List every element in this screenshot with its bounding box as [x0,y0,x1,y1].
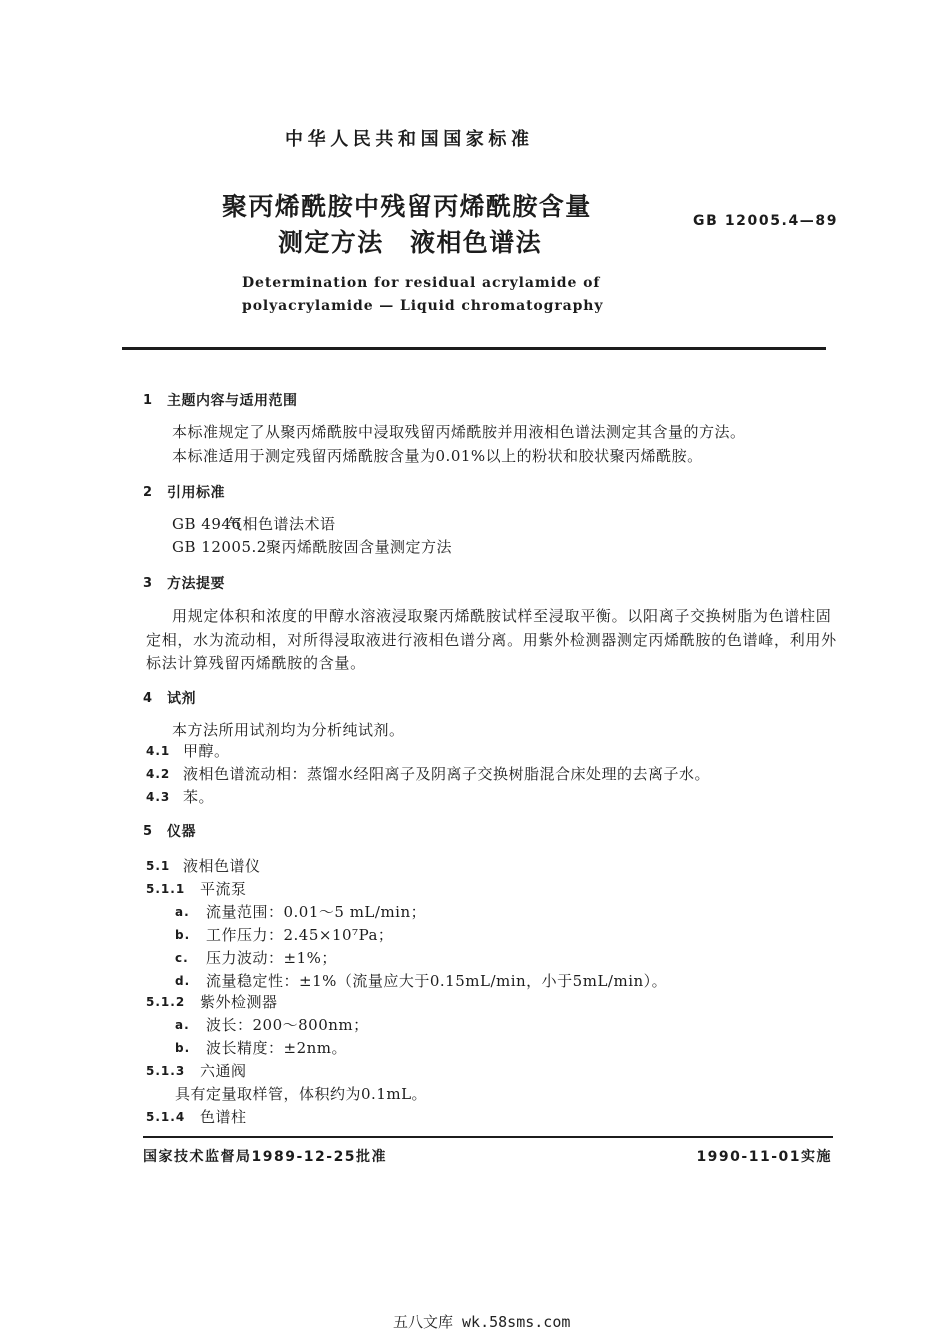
section-3-line-1: 用规定体积和浓度的甲醇水溶液浸取聚丙烯酰胺试样至浸取平衡。以阳离子交换树脂为色谱柱固 [172,607,832,625]
list-item [0,1038,950,1058]
clause-text: 六通阀 [200,1062,247,1080]
section-number: 3 [143,576,153,591]
clause-text: 甲醇。 [183,742,230,760]
clause-number: 5.1.1 [146,882,186,896]
list-item [0,948,950,968]
clause-item [0,1061,950,1081]
reference-code: GB 12005.2 [172,538,267,556]
section-3-heading [0,574,950,594]
clause-number: 4.2 [146,767,171,781]
english-title-line-1: Determination for residual acrylamide of [242,275,601,291]
clause-item [0,992,950,1012]
standard-code: GB 12005.4—89 [693,213,839,229]
effective-date: 1990-11-01实施 [696,1149,832,1165]
header-divider [122,347,826,350]
clause-item [0,764,950,784]
clause-number: 5.1.3 [146,1064,186,1078]
section-5-heading [0,822,950,842]
section-2-heading [0,483,950,503]
list-label: b. [175,928,191,942]
section-1-paragraph-1: 本标准规定了从聚丙烯酰胺中浸取残留丙烯酰胺并用液相色谱法测定其含量的方法。 [172,423,746,441]
list-item [0,1015,950,1035]
section-title: 主题内容与适用范围 [167,393,298,409]
clause-number: 4.3 [146,790,171,804]
clause-description: 具有定量取样管，体积约为0.1mL。 [175,1085,428,1103]
list-text: 流量稳定性：±1%（流量应大于0.15mL/min，小于5mL/min）。 [206,972,668,990]
list-label: c. [175,951,189,965]
clause-item [0,1107,950,1127]
list-label: a. [175,905,190,919]
clause-text: 平流泵 [200,880,247,898]
reference-code: GB 4946 [172,515,242,533]
section-title: 引用标准 [167,485,225,501]
section-number: 4 [143,691,153,706]
clause-text: 液相色谱仪 [183,857,261,875]
reference-item [0,537,950,557]
clause-item [0,741,950,761]
list-text: 波长：200～800nm； [206,1016,369,1034]
list-text: 压力波动：±1%； [206,949,337,967]
section-title: 试剂 [167,691,196,707]
section-3-line-2: 定相，水为流动相，对所得浸取液进行液相色谱分离。用紫外检测器测定丙烯酰胺的色谱峰，利用外 [146,631,837,649]
clause-item [0,856,950,876]
section-title: 方法提要 [167,576,225,592]
section-3-line-3: 标法计算残留丙烯酰胺的含量。 [146,654,366,672]
section-title: 仪器 [167,824,196,840]
list-item [0,902,950,922]
clause-text: 苯。 [183,788,215,806]
watermark-text: 五八文库 wk.58sms.com [393,1313,571,1331]
national-standard-label: 中华人民共和国国家标准 [285,129,534,150]
clause-text: 色谱柱 [200,1108,247,1126]
footer-divider [143,1136,833,1138]
clause-number: 5.1 [146,859,171,873]
list-item [0,971,950,991]
clause-text: 液相色谱流动相：蒸馏水经阳离子及阴离子交换树脂混合床处理的去离子水。 [183,765,711,783]
list-item [0,925,950,945]
section-4-heading [0,689,950,709]
clause-number: 5.1.4 [146,1110,186,1124]
reference-name: 气相色谱法术语 [227,515,336,533]
section-4-intro: 本方法所用试剂均为分析纯试剂。 [172,721,405,739]
section-number: 2 [143,485,153,500]
reference-name: 聚丙烯酰胺固含量测定方法 [266,538,453,556]
reference-item [0,514,950,534]
clause-text: 紫外检测器 [200,993,278,1011]
list-text: 波长精度：±2nm。 [206,1039,347,1057]
section-1-paragraph-2: 本标准适用于测定残留丙烯酰胺含量为0.01%以上的粉状和胶状聚丙烯酰胺。 [172,447,703,465]
section-number: 5 [143,824,153,839]
list-label: d. [175,974,191,988]
section-number: 1 [143,393,153,408]
clause-number: 4.1 [146,744,171,758]
clause-number: 5.1.2 [146,995,186,1009]
english-title-line-2: polyacrylamide — Liquid chromatography [242,298,604,314]
list-text: 流量范围：0.01～5 mL/min； [206,903,427,921]
title-line-1: 聚丙烯酰胺中残留丙烯酰胺含量 [222,192,592,221]
approval-date: 国家技术监督局1989-12-25批准 [143,1149,388,1165]
list-label: a. [175,1018,190,1032]
clause-item [0,879,950,899]
section-1-heading [0,391,950,411]
list-text: 工作压力：2.45×10⁷Pa； [206,926,394,944]
clause-item [0,787,950,807]
list-label: b. [175,1041,191,1055]
title-line-2: 测定方法 液相色谱法 [278,228,543,257]
